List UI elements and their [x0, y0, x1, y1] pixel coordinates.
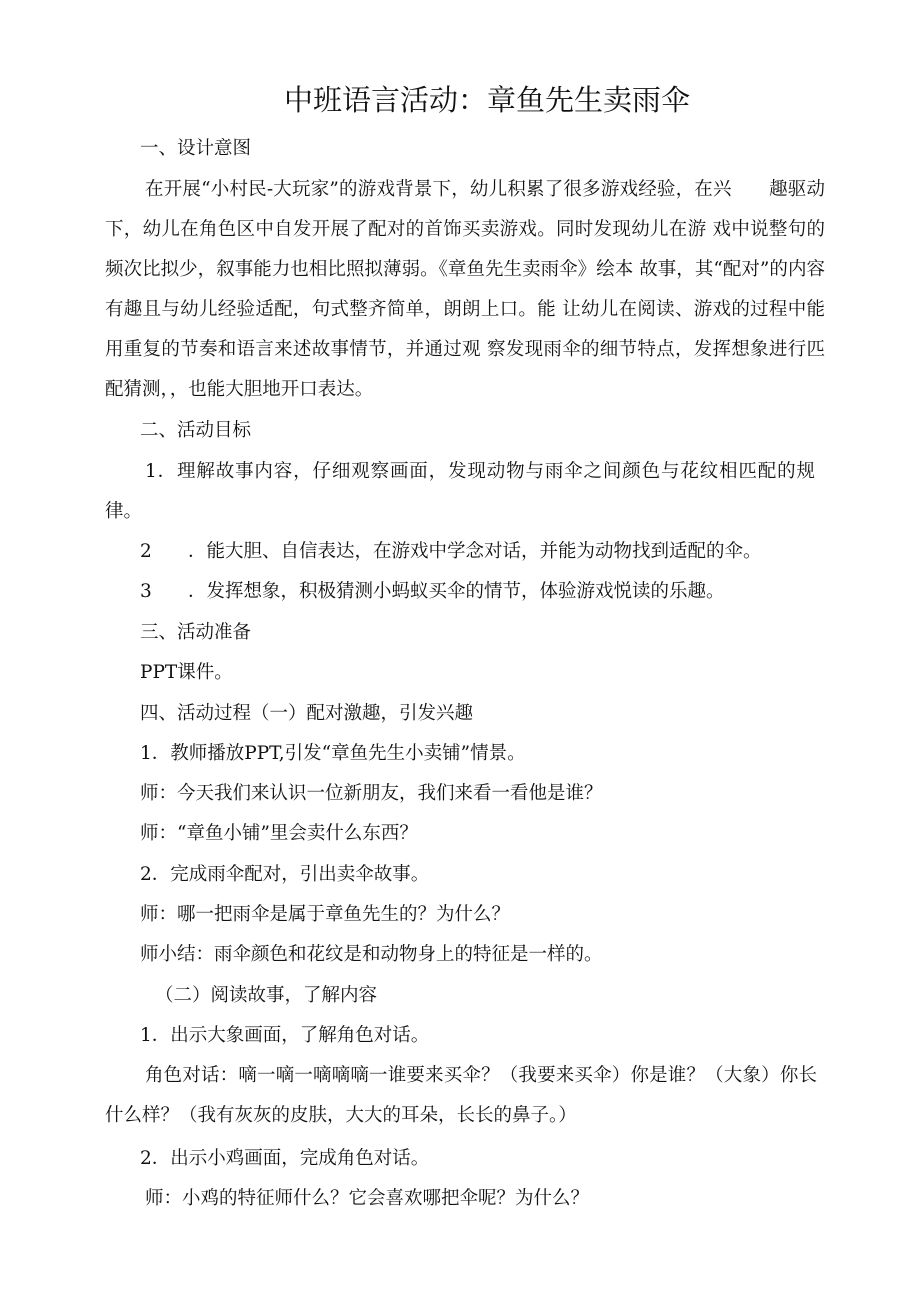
- process-item-5: 师：哪一把雨伞是属于章鱼先生的？为什么？: [140, 904, 511, 925]
- reading-item-1: 1．出示大象画面，了解角色对话。: [140, 1025, 430, 1046]
- goal-3-number: 3: [140, 581, 152, 602]
- dialogue-text: 角色对话：嘀一嘀一嘀嘀嘀一谁要来买伞？（我要来买伞）你是谁？（大象）你长什么样？（我有灰灰的皮肤，大大的耳朵，长长的鼻子。）: [105, 1065, 817, 1126]
- goal-2-number: 2: [140, 541, 152, 562]
- dialogue-paragraph: [105, 1056, 817, 1136]
- section-heading-preparation: 三、活动准备: [140, 622, 252, 643]
- reading-item-2: 2．出示小鸡画面，完成角色对话。: [140, 1148, 430, 1169]
- process-item-1: 1．教师播放PPT,引发“章鱼先生小卖铺”情景。: [140, 743, 526, 764]
- reading-item-3: 师：小鸡的特征师什么？它会喜欢哪把伞呢？为什么？: [145, 1188, 590, 1209]
- design-intent-text: 在开展“小村民-大玩家”的游戏背景下，幼儿积累了很多游戏经验，在兴 趣驱动下，幼儿在角色区中自发开展了配对的首饰买卖游戏。同时发现幼儿在游 戏中说整句的频次比拟少，叙事能力也相比照拟薄弱。《章鱼先生卖雨伞》绘本 故事，其“配对”的内容有趣且与幼儿经验适配，句式整齐简单，朗朗上口。能 让幼儿在阅读、游戏的过程中能用重复的节奏和语言来述故事情节，并通过观 察发现雨伞的细节特点，发挥想象进行匹配猜测，，也能大胆地开口表达。: [105, 179, 825, 400]
- preparation-text: PPT课件。: [140, 662, 233, 683]
- process-item-4: 2．完成雨伞配对，引出卖伞故事。: [140, 864, 430, 885]
- goal-1-paragraph: [105, 452, 815, 532]
- subsection-heading-reading: （二）阅读故事，了解内容: [155, 985, 378, 1006]
- section-heading-process: 四、活动过程（一）配对激趣，引发兴趣: [140, 703, 474, 724]
- design-intent-paragraph: [105, 170, 825, 410]
- goal-1-text: 1．理解故事内容，仔细观察画面，发现动物与雨伞之间颜色与花纹相匹配的规律。: [105, 461, 815, 522]
- process-item-6: 师小结：雨伞颜色和花纹是和动物身上的特征是一样的。: [140, 944, 603, 965]
- section-heading-goals: 二、活动目标: [140, 420, 252, 441]
- goal-2-text: ．能大胆、自信表达，在游戏中学念对话，并能为动物找到适配的伞。: [188, 541, 762, 562]
- goal-3-text: ．发挥想象，积极猜测小蚂蚁买伞的情节，体验游戏悦读的乐趣。: [188, 581, 725, 602]
- section-heading-design-intent: 一、设计意图: [140, 138, 252, 159]
- process-item-2: 师：今天我们来认识一位新朋友，我们来看一看他是谁？: [140, 783, 603, 804]
- document-title: 中班语言活动：章鱼先生卖雨伞: [283, 83, 690, 117]
- process-item-3: 师：“章鱼小铺”里会卖什么东西？: [140, 823, 418, 844]
